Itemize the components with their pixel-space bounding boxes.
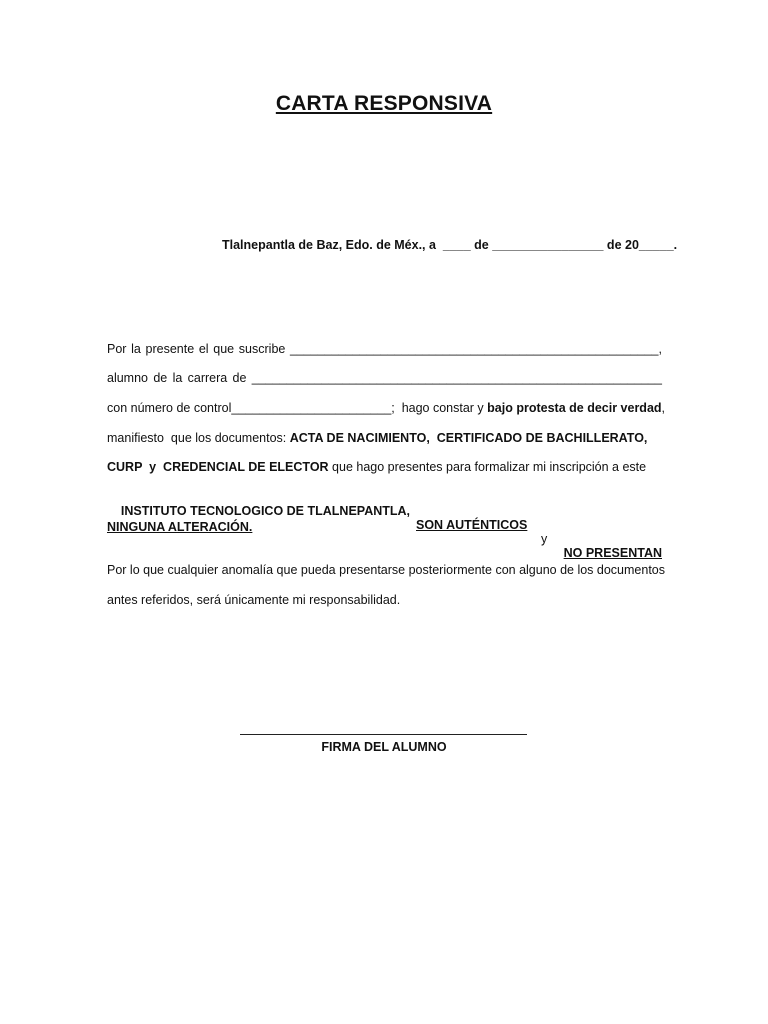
paragraph2-line1: Por lo que cualquier anomalía que pueda presentarse posteriormente con alguno de los documentos <box>107 563 666 577</box>
paragraph1-line1 <box>107 342 662 356</box>
signature-line <box>240 734 527 735</box>
word: Por <box>107 342 127 356</box>
word: la <box>172 371 183 385</box>
documents-list: ACTA DE NACIMIENTO, CERTIFICADO DE BACHILLERATO, <box>289 431 648 445</box>
word: de <box>232 371 247 385</box>
paragraph2-line2: antes referidos, será únicamente mi responsabilidad. <box>107 593 401 607</box>
word: carrera <box>187 371 228 385</box>
authentic-phrase: SON AUTÉNTICOS <box>416 518 528 532</box>
institute-name: INSTITUTO TECNOLOGICO DE TLALNEPANTLA, <box>120 504 411 518</box>
word: presente <box>145 342 195 356</box>
text-segment: manifiesto que los documentos: <box>107 431 290 445</box>
paragraph1-line5 <box>107 460 662 474</box>
place-date-line: Tlalnepantla de Baz, Edo. de Méx., a ____ de ________________ de 20_____. <box>222 238 678 252</box>
word: suscribe <box>238 342 286 356</box>
paragraph1-line4 <box>107 431 662 445</box>
word: que <box>213 342 235 356</box>
signature-label: FIRMA DEL ALUMNO <box>321 740 447 754</box>
word: y <box>541 532 548 546</box>
document-title: CARTA RESPONSIVA <box>275 92 493 115</box>
text-segment: con número de control_______________________; hago constar y <box>107 401 488 415</box>
no-alteration-phrase: NINGUNA ALTERACIÓN. <box>107 520 253 534</box>
word: de <box>153 371 168 385</box>
bold-phrase: bajo protesta de decir verdad <box>487 401 662 415</box>
documents-list: CURP y CREDENCIAL DE ELECTOR <box>107 460 329 474</box>
word: el <box>198 342 209 356</box>
word: alumno <box>107 371 148 385</box>
paragraph1-line7 <box>107 520 662 534</box>
career-blank: ___________________________________________________________ <box>251 371 662 385</box>
text-segment: que hago presentes para formalizar mi inscripción a este <box>328 460 647 474</box>
paragraph1-line3 <box>107 401 666 415</box>
text-segment: , <box>661 401 666 415</box>
word: la <box>131 342 141 356</box>
name-blank: _____________________________________________________, <box>290 342 662 356</box>
no-alteration-phrase: NO PRESENTAN <box>563 546 662 560</box>
paragraph1-line2 <box>107 371 662 385</box>
